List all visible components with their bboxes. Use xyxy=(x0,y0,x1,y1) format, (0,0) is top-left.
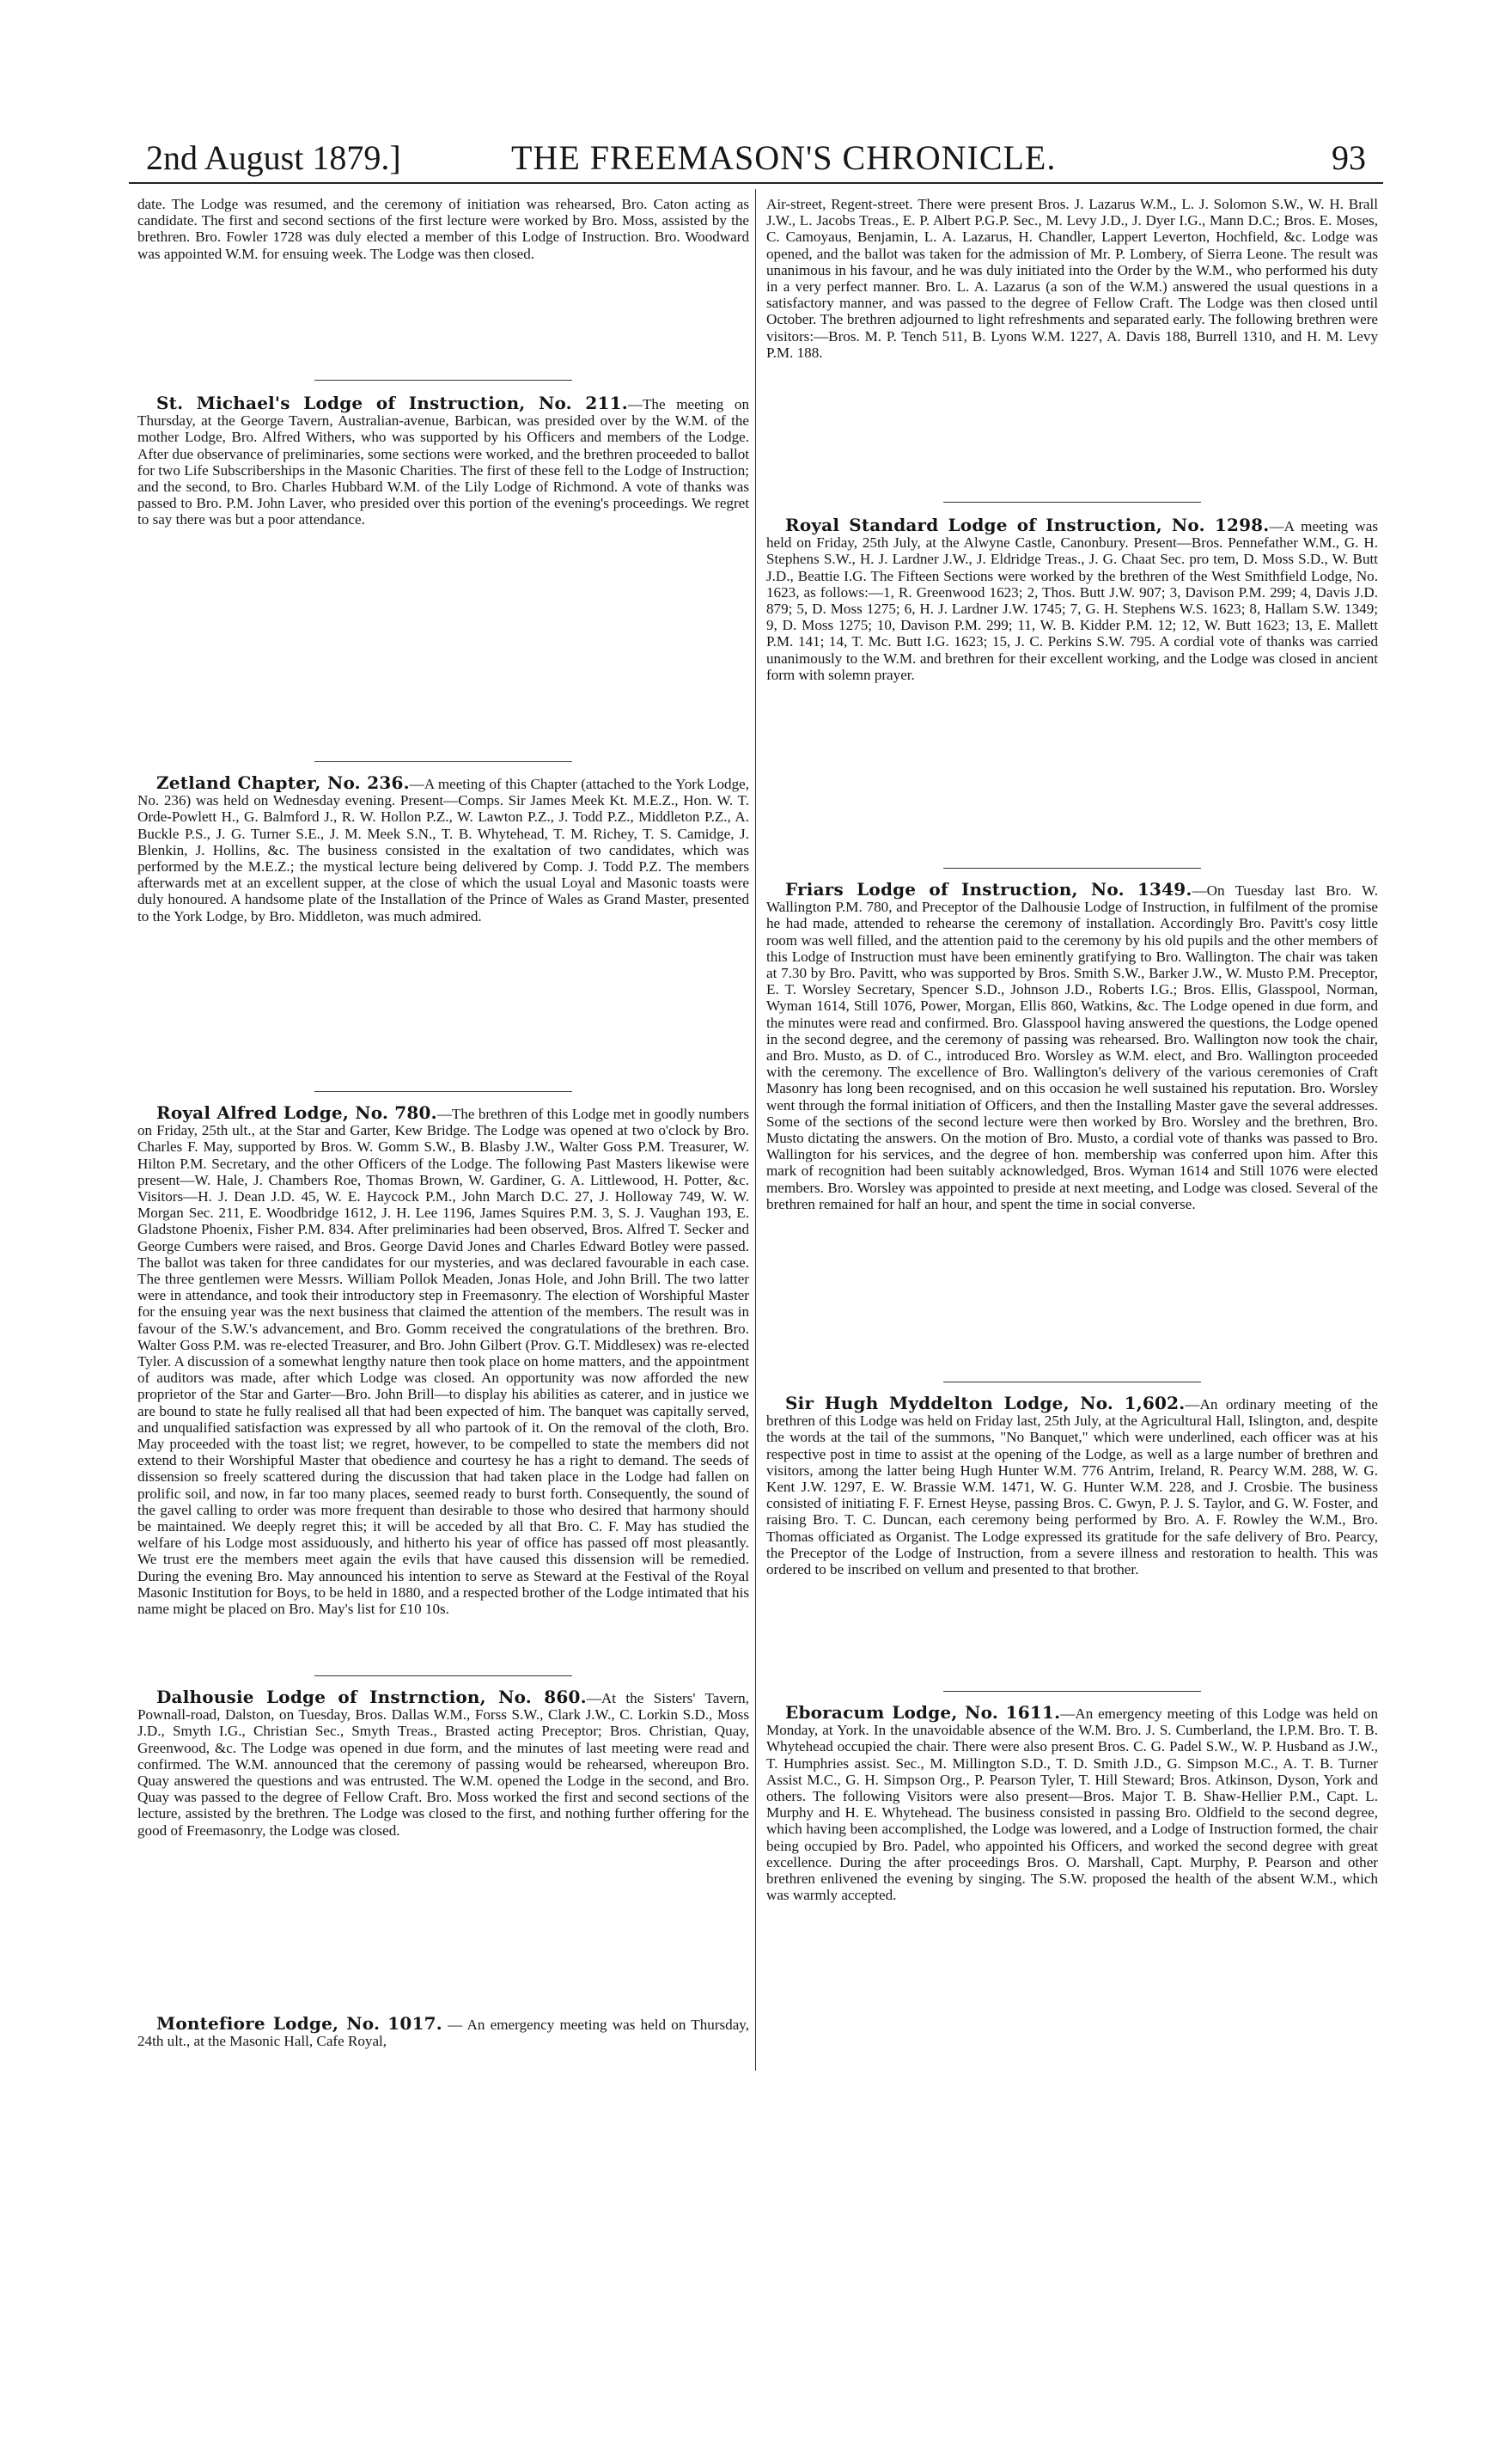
article-separator xyxy=(943,1691,1201,1692)
column-divider xyxy=(755,189,756,2071)
article-heading: Eboracum Lodge, No. 1611. xyxy=(785,1702,1061,1723)
article-body: —An ordinary meeting of the brethren of this Lodge was held on Friday last, 25th July, at the Agricultural Hall, Islington, and, despite the words at the tail of the summons, "No Banquet," which were underlined, each officer was at his respective post in time to assist at the opening of the Lodge, as well as a large number of brethren and visitors, among the latter being Hugh Hunter W.M. 776 Antrim, Ireland, R. Pearcy W.M. 288, W. G. Kent J.W. 1297, E. W. Brassie W.M. 1471, W. G. Hunter W.M. 228, and J. Crosbie. The business consisted of initiating F. F. Ernest Heyse, passing Bros. C. Gwyn, P. J. S. Taylor, and G. W. Foster, and raising Bro. T. C. Duncan, each ceremony being performed by Bro. A. F. Rowley the W.M., Bro. Thomas officiated as Organist. The Lodge expressed its gratitude for the safe delivery of Bro. Pearcy, the Preceptor of the Lodge of Instruction, from a severe illness and restoration to health. This was ordered to be inscribed on vellum and presented to that brother. xyxy=(766,1396,1378,1578)
article-body: —A meeting of this Chapter (attached to the York Lodge, No. 236) was held on Wednesday evening. Present—Comps. Sir James Meek Kt. M.E.Z., Hon. W. T. Orde-Powlett H., G. Balmford J., R. W. Hollon P.Z., W. Lawton P.Z., J. Todd P.Z., Middleton P.Z., A. Buckle P.S., J. G. Turner S.E., J. M. Meek S.N., T. B. Whytehead, T. M. Richey, T. S. Camidge, J. Blenkin, J. Hollins, &c. The business consisted in the exaltation of two candidates, which was performed by the M.E.Z.; the mystical lecture being delivered by Comp. J. Todd P.Z. The members afterwards met at an excellent supper, at the close of which the usual Loyal and Masonic toasts were duly honoured. A handsome plate of the Installation of the Prince of Wales as Grand Master, presented to the York Lodge, by Bro. Middleton, was much admired. xyxy=(137,776,749,924)
page-number: 93 xyxy=(1332,138,1366,177)
article-separator xyxy=(314,761,572,762)
article-body: — An emergency meeting was held on Thursday, 24th ult., at the Masonic Hall, Cafe Royal, xyxy=(137,2017,750,2050)
article-dalhousie xyxy=(137,1689,749,1839)
article-body: —The meeting on Thursday, at the George Tavern, Australian-avenue, Barbican, was presided over by the W.M. of the mother Lodge, Bro. Alfred Withers, who was supported by his Officers and members of the Lodge. After due observance of preliminaries, some sections were worked, and the brethren proceeded to ballot for two Life Subscriberships in the Masonic Charities. The first of these fell to the Lodge of Instruction; and the second, to Bro. Charles Hubbard W.M. of the Lily Lodge of Richmond. A vote of thanks was passed to Bro. P.M. John Laver, who presided over this portion of the evening's proceedings. We regret to say there was but a poor attendance. xyxy=(137,396,750,528)
article-body: —A meeting was held on Friday, 25th July, at the Alwyne Castle, Canonbury. Present—Bros. Pennefather W.M., G. H. Stephens S.W., H. J. Lardner J.W., J. Eldridge Treas., J. G. Chaat Sec. pro tem, D. Moss S.D., W. Butt J.D., Beattie I.G. The Fifteen Sections were worked by the brethren of the West Smithfield Lodge, No. 1623, as follows:—1, R. Greenwood 1623; 2, Thos. Butt J.W. 907; 3, Davison P.M. 299; 4, Davis J.D. 879; 5, D. Moss 1275; 6, H. J. Lardner J.W. 1745; 7, G. H. Stephens W.S. 1623; 8, Hallam S.W. 1349; 9, D. Moss 1275; 10, Davison P.M. 299; 11, W. B. Kidder P.M. 12; 12, W. Butt 1623; 13, E. Mallett P.M. 141; 14, T. Mc. Butt I.G. 1623; 15, J. C. Perkins S.W. 795. A cordial vote of thanks was carried unanimously to the W.M. and brethren for their excellent working, and the Lodge was closed in ancient form with solemn prayer. xyxy=(766,518,1378,683)
article-sir-hugh xyxy=(766,1395,1378,1577)
article-heading: Royal Standard Lodge of Instruction, No. 1298. xyxy=(785,515,1270,535)
article-eboracum xyxy=(766,1702,1378,1904)
article-body: —On Tuesday last Bro. W. Wallington P.M. 780, and Preceptor of the Dalhousie Lodge of Instruction, in fulfilment of the promise he had made, attended to rehearse the ceremony of installation. Accordingly Bro. Pavitt's cosy little room was well filled, and the attention paid to the ceremony by his old pupils and the other members of this Lodge of Instruction must have been eminently gratifying to Bro. Wallington. The chair was taken at 7.30 by Bro. Pavitt, who was supported by Bros. Smith S.W., Barker J.W., W. Musto P.M. Preceptor, E. T. Worsley Secretary, Spencer S.D., Johnson J.D., Roberts I.G.; Bros. Ellis, Glasspool, Norman, Wyman 1614, Still 1076, Power, Morgan, Ellis 860, Watkins, &c. The Lodge opened in due form, and the minutes were read and confirmed. Bro. Glasspool having answered the questions, the Lodge opened in the second degree, and the ceremony of passing was rehearsed. Bro. Wallington now took the chair, and Bro. Musto, as D. of C., introduced Bro. Worsley as W.M. elect, and Bro. Wallington proceeded with the ceremony. The excellence of Bro. Wallington's delivery of the various ceremonies of Craft Masonry has long been recognised, and on this occasion he well sustained his reputation. Bro. Worsley went through the formal initiation of Officers, and then the Installing Master gave the several addresses. Some of the sections of the second lecture were then worked by Bro. Worsley and the brethren, Bro. Musto dictating the answers. On the motion of Bro. Musto, a cordial vote of thanks was passed to Bro. Wallington for his services, and the degree of hon. membership was conferred upon him. After this mark of recognition had been suitably acknowledged, Bros. Wyman 1614 and Still 1076 were elected members. Bro. Worsley was appointed to preside at next meeting, and Lodge was closed. Several of the brethren remained for half an hour, and spent the time in social converse. xyxy=(766,882,1378,1212)
article-separator xyxy=(314,1675,572,1676)
article-montefiore-continued xyxy=(766,196,1378,361)
article-body: —An emergency meeting of this Lodge was held on Monday, at York. In the unavoidable absence of the W.M. Bro. J. S. Cumberland, the I.P.M. Bro. T. B. Whytehead occupied the chair. There were also present Bros. C. G. Padel S.W., W. P. Husband as J.W., T. Humphries assist. Sec., M. Millington S.D., T. D. Smith J.D., G. Simpson M.C., A. T. B. Turner Assist M.C., G. H. Simpson Org., P. Pearson Tyler, T. Hill Steward; Bros. Atkinson, Dyson, York and others. The following Visitors were also present—Bros. Major T. B. Shaw-Hellier P.M., Capt. L. Murphy and H. E. Whytehead. The business consisted in passing Bro. Oldfield to the second degree, which having been accomplished, the Lodge was lowered, and a Lodge of Instruction formed, the chair being occupied by Bro. Padel, who appointed his Officers, and worked the second degree with great excellence. During the after proceedings Bros. O. Marshall, Capt. Murphy, P. Pearson and other brethren enlivened the evening by singing. The S.W. proposed the health of the absent W.M., which was warmly accepted. xyxy=(766,1706,1378,1904)
article-zetland xyxy=(137,772,749,924)
article-body: date. The Lodge was resumed, and the ceremony of initiation was rehearsed, Bro. Caton acting as candidate. The first and second sections of the first lecture were worked by Bro. Moss, assisted by the brethren. Bro. Fowler 1728 was duly elected a member of this Lodge of Instruction. Bro. Woodward was appointed W.M. for ensuing week. The Lodge was then closed. xyxy=(137,196,749,262)
article-heading: Royal Alfred Lodge, No. 780. xyxy=(156,1102,437,1123)
article-separator xyxy=(314,1091,572,1092)
publication-title: THE FREEMASON'S CHRONICLE. xyxy=(511,138,1057,177)
article-heading: Montefiore Lodge, No. 1017. xyxy=(156,2013,442,2034)
article-friars xyxy=(766,879,1378,1212)
article-royal-standard xyxy=(766,517,1378,683)
issue-date: 2nd August 1879.] xyxy=(146,138,401,177)
article-heading: Friars Lodge of Instruction, No. 1349. xyxy=(785,879,1192,900)
article-body: Air-street, Regent-street. There were present Bros. J. Lazarus W.M., L. J. Solomon S.W., W. H. Brall J.W., L. Jacobs Treas., E. P. Albert P.G.P. Sec., M. Levy J.D., J. Dyer I.G., Mann D.C.; Bros. E. Moses, C. Camoyaus, Benjamin, L. A. Lazarus, H. Chandler, Lappert Leverton, Hochfield, &c. Lodge was opened, and the ballot was taken for the admission of Mr. P. Lombery, of Sierra Leone. The result was unanimous in his favour, and he was duly initiated into the Order by the W.M., who performed his duty in a very perfect manner. Bro. L. A. Lazarus (a son of the W.M.) answered the usual questions in a satisfactory manner, and was passed to the degree of Fellow Craft. The Lodge was then closed until October. The brethren adjourned to light refreshments and separated early. The following brethren were visitors:—Bros. M. P. Tench 511, B. Lyons W.M. 1227, A. Davis 188, Burrell 1310, and H. M. Levy P.M. 188. xyxy=(766,196,1378,361)
article-body: —At the Sisters' Tavern, Pownall-road, Dalston, on Tuesday, Bros. Dallas W.M., Forss S.W., Clark J.W., C. Lorkin S.D., Moss J.D., Smyth I.G., Christian Sec., Smyth Treas., Brasted acting Preceptor; Bros. Christian, Quay, Greenwood, &c. The Lodge was opened in due form, and the minutes of last meeting were read and confirmed. The W.M. announced that the ceremony of passing would be rehearsed, whereupon Bro. Quay answered the questions and was entrusted. The W.M. opened the Lodge in the second, and Bro. Quay was passed to the degree of Fellow Craft. Bro. Moss worked the first and second sections of the lecture, assisted by the brethren. The Lodge was closed to the first, and nothing further offering for the good of Freemasonry, the Lodge was closed. xyxy=(137,1690,750,1839)
article-st-michael xyxy=(137,395,749,528)
article-continued xyxy=(137,196,749,262)
article-separator xyxy=(943,868,1201,869)
article-separator xyxy=(943,502,1201,503)
article-separator xyxy=(314,380,572,381)
article-royal-alfred xyxy=(137,1102,749,1618)
article-heading: Sir Hugh Myddelton Lodge, No. 1,602. xyxy=(785,1393,1186,1413)
article-heading: Zetland Chapter, No. 236. xyxy=(156,772,410,793)
article-montefiore xyxy=(137,2013,750,2050)
masthead xyxy=(129,137,1383,180)
article-heading: St. Michael's Lodge of Instruction, No. 211. xyxy=(156,393,628,413)
article-heading: Dalhousie Lodge of Instrnction, No. 860. xyxy=(156,1687,587,1707)
masthead-rule xyxy=(129,182,1383,184)
article-body: —The brethren of this Lodge met in goodly numbers on Friday, 25th ult., at the Star and Garter, Kew Bridge. The Lodge was opened at two o'clock by Bro. Charles F. May, supported by Bros. W. Gomm S.W., B. Blasby J.W., Walter Goss P.M. Treasurer, W. Hilton P.M. Secretary, and the other Officers of the Lodge. The following Past Masters likewise were present—W. Hale, J. Chambers Roe, Thomas Brown, W. Gardiner, G. A. Littlewood, H. Potter, &c. Visitors—H. J. Dean J.D. 45, W. E. Haycock P.M., John March D.C. 27, J. Holloway 749, W. W. Morgan Sec. 211, E. Woodbridge 1612, J. H. Lee 1196, James Squires P.M. 3, S. J. Vaughan 193, E. Gladstone Phoenix, Fisher P.M. 834. After preliminaries had been observed, Bros. Alfred T. Secker and George Cumbers were raised, and Bros. George David Jones and Charles Edward Botley were passed. The ballot was taken for three candidates for our mysteries, and was declared favourable in each case. The three gentlemen were Messrs. William Pollok Meaden, Jonas Hole, and John Brill. The two latter were in attendance, and took their introductory step in Freemasonry. The election of Worshipful Master for the ensuing year was the next business that claimed the attention of the members. The result was in favour of the S.W.'s advancement, and Bro. Gomm received the congratulations of the brethren. Bro. Walter Goss P.M. was re-elected Treasurer, and Bro. John Gilbert (Prov. G.T. Middlesex) was re-elected Tyler. A discussion of a somewhat lengthy nature then took place on home matters, and the appointment of auditors was made, after which Lodge was closed. An opportunity was now afforded the new proprietor of the Star and Garter—Bro. John Brill—to display his abilities as caterer, and in justice we are bound to state he fully realised all that had been expected of him. The banquet was capitally served, and unqualified satisfaction was expressed by all who partook of it. On the removal of the cloth, Bro. May proceeded with the toast list; we regret, however, to be compelled to state the members did not extend to their Worshipful Master that obedience and courtesy he has a right to demand. The seeds of dissension so freely scattered during the discussion that had taken place in the Lodge had fallen on prolific soil, and now, in far too many places, seemed ready to burst forth. Consequently, the sound of the gavel calling to order was more frequent than desirable to those who desired that harmony should be maintained. We deeply regret this; it will be acceded by all that Bro. C. F. May has studied the welfare of his Lodge most assiduously, and hitherto his year of office has passed off most pleasantly. We trust ere the members meet again the evils that have caused this dissension will be remedied. During the evening Bro. May announced his intention to serve as Steward at the Festival of the Royal Masonic Institution for Boys, to be held in 1880, and a respected brother of the Lodge intimated that his name might be placed on Bro. May's list for £10 10s. xyxy=(137,1106,749,1618)
